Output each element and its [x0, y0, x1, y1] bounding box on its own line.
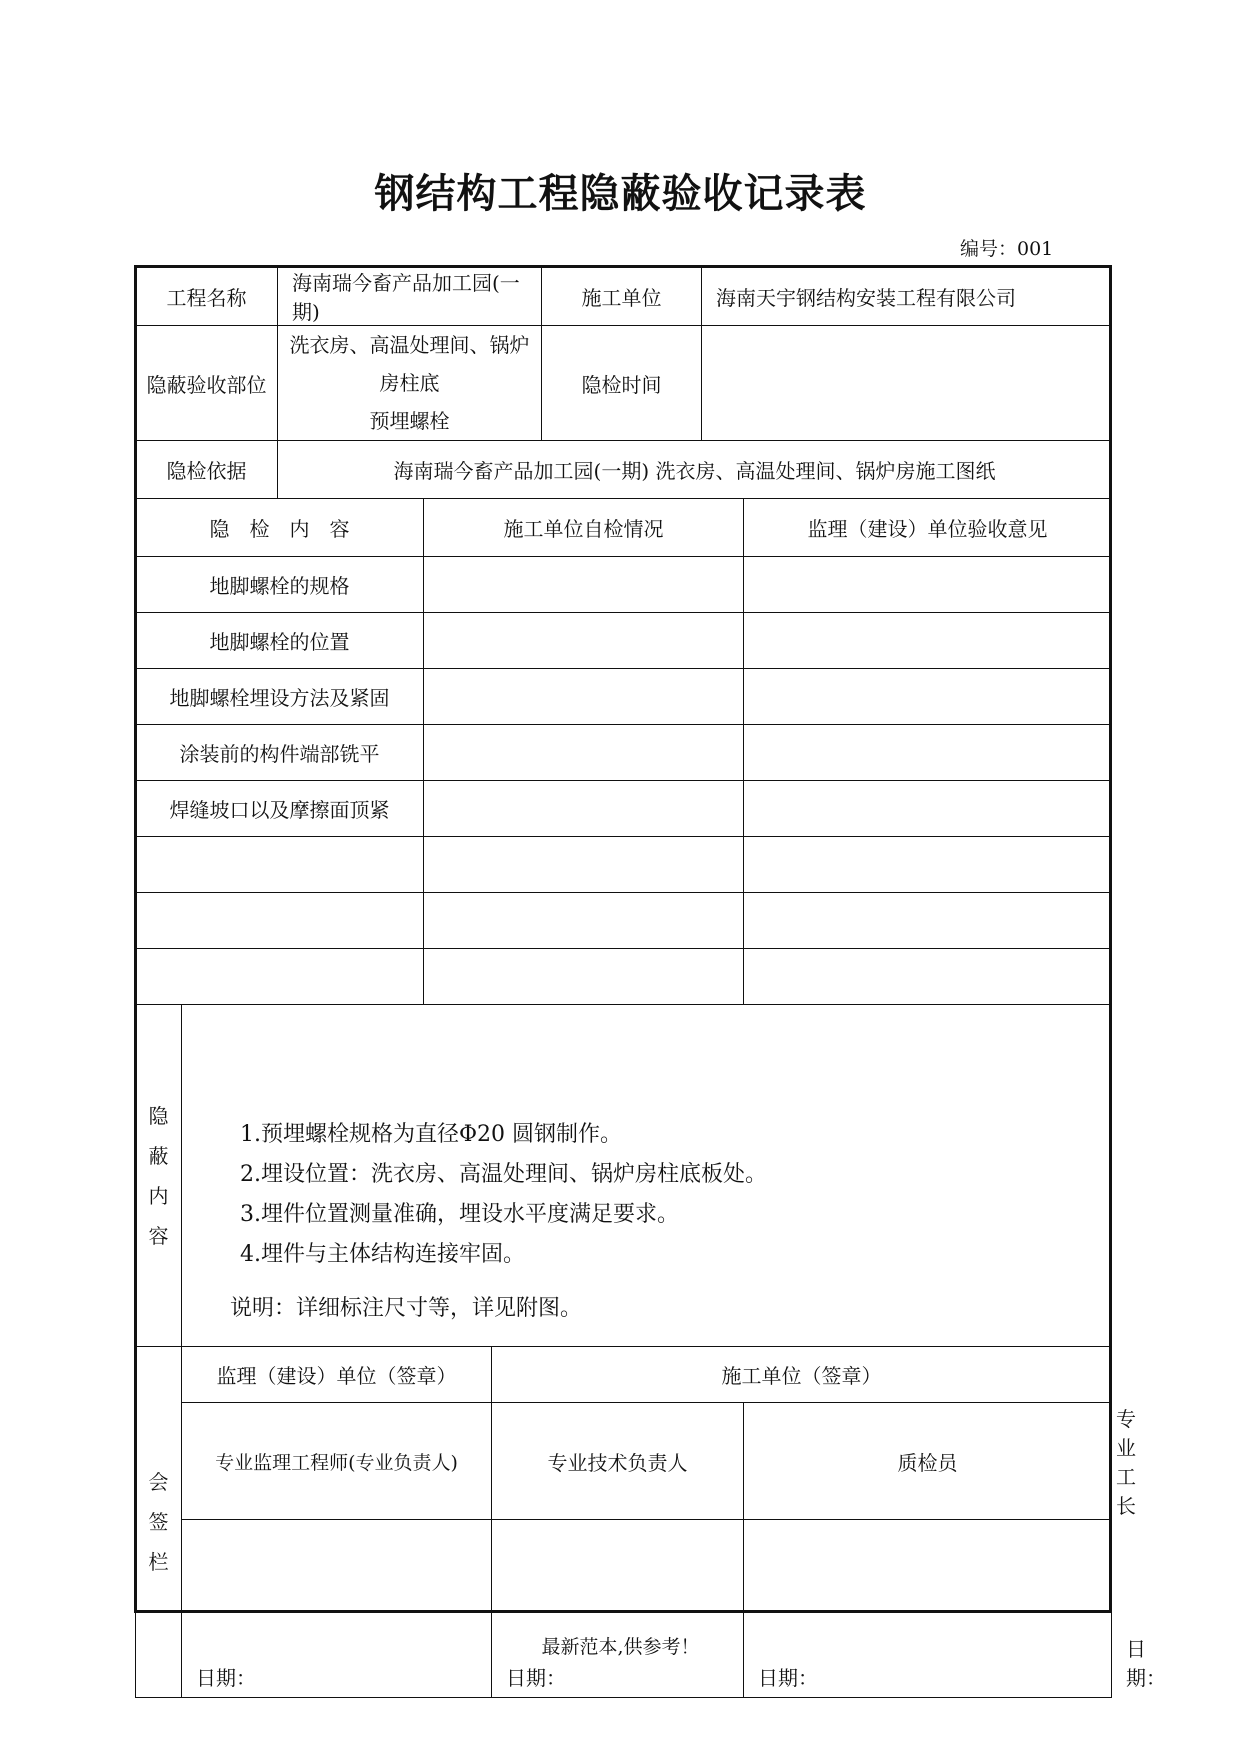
technical-lead-header: 专业技术负责人 [492, 1403, 744, 1520]
hidden-content-label-char: 隐 [148, 1103, 169, 1128]
location-value [278, 326, 542, 441]
inspection-item [136, 837, 424, 893]
project-name-label: 工程名称 [136, 267, 278, 326]
supervisor-unit-seal: 监理（建设）单位（签章） [182, 1347, 492, 1403]
supervisor-cell [744, 669, 1112, 725]
inspection-item [136, 893, 424, 949]
contractor-label: 施工单位 [542, 267, 702, 326]
table-row [136, 781, 1112, 837]
self-check-cell [424, 837, 744, 893]
hidden-content-line: 3.埋件位置测量准确，埋设水平度满足要求。 [240, 1202, 679, 1227]
supervisor-cell [744, 837, 1112, 893]
supervisor-cell [744, 893, 1112, 949]
table-row [136, 893, 1112, 949]
hidden-content-label-char: 内 [148, 1183, 169, 1208]
supervisor-cell [744, 613, 1112, 669]
self-check-cell [424, 725, 744, 781]
self-check-cell [424, 613, 744, 669]
contractor-value: 海南天宇钢结构安装工程有限公司 [702, 267, 1112, 326]
self-check-cell [424, 949, 744, 1005]
location-value-line1: 洗衣房、高温处理间、锅炉房柱底 [289, 333, 530, 395]
table-row [136, 725, 1112, 781]
self-check-cell [424, 893, 744, 949]
inspection-item: 地脚螺栓的规格 [136, 557, 424, 613]
hidden-content-list [240, 1115, 767, 1275]
footer-note: 最新范本,供参考！ [541, 1636, 700, 1658]
inspection-item [136, 949, 424, 1005]
inspection-item: 焊缝坡口以及摩擦面顶紧 [136, 781, 424, 837]
supervising-engineer-date: 日期： [182, 1520, 492, 1698]
supervisor-cell [744, 781, 1112, 837]
table-row [136, 557, 1112, 613]
contractor-unit-seal: 施工单位（签章） [492, 1347, 1112, 1403]
col-header-supervisor: 监理（建设）单位验收意见 [744, 499, 1112, 557]
quality-inspector-header: 质检员 [744, 1403, 1112, 1520]
hidden-content-label [136, 1005, 182, 1347]
basis-value: 海南瑞今畜产品加工园(一期) 洗衣房、高温处理间、锅炉房施工图纸 [278, 441, 1112, 499]
page-title: 钢结构工程隐蔽验收记录表 [374, 170, 867, 217]
self-check-cell [424, 781, 744, 837]
col-header-self-check: 施工单位自检情况 [424, 499, 744, 557]
quality-inspector-date: 日期： [744, 1520, 1112, 1698]
document-number: 编号：001 [960, 238, 1054, 260]
supervisor-cell [744, 725, 1112, 781]
supervisor-cell [744, 557, 1112, 613]
supervisor-cell [744, 949, 1112, 1005]
table-row [136, 837, 1112, 893]
table-row [136, 613, 1112, 669]
table-row [136, 669, 1112, 725]
self-check-cell [424, 669, 744, 725]
location-label: 隐蔽验收部位 [136, 326, 278, 441]
inspection-item: 涂装前的构件端部铣平 [136, 725, 424, 781]
inspection-time-label: 隐检时间 [542, 326, 702, 441]
table-row [136, 949, 1112, 1005]
hidden-content-line: 4.埋件与主体结构连接牢固。 [240, 1242, 525, 1267]
inspection-time-value [702, 326, 1112, 441]
col-header-content: 隐 检 内 容 [136, 499, 424, 557]
hidden-content-line: 1.预埋螺栓规格为直径Φ20 圆钢制作。 [240, 1122, 623, 1147]
technical-lead-date: 日期： [492, 1520, 744, 1698]
basis-label: 隐检依据 [136, 441, 278, 499]
signoff-label-char: 签 [148, 1510, 169, 1534]
hidden-content-label-char: 蔽 [148, 1143, 169, 1168]
supervising-engineer-header: 专业监理工程师(专业负责人) [182, 1403, 492, 1520]
project-name-value: 海南瑞今畜产品加工园(一期) [278, 267, 542, 326]
hidden-content-line: 2.埋设位置：洗衣房、高温处理间、锅炉房柱底板处。 [240, 1162, 767, 1187]
hidden-content-body [182, 1005, 1112, 1347]
self-check-cell [424, 557, 744, 613]
inspection-form-table: 工程名称 海南瑞今畜产品加工园(一期) 施工单位 海南天宇钢结构安装工程有限公司 隐蔽验收部位 洗衣房、高温处理间、锅炉房柱底 预埋螺栓 隐检时间 隐检依据 海南瑞今畜产品加工园(一期) 洗衣房、高温处理间、锅炉房施工图纸 隐 检 内 容 施工单位自检情况 监理（建设）单位验收意见 地脚螺栓的规格 地脚螺栓的位置 地脚螺栓埋设方法及紧固 涂装前的构件端部铣平 焊缝坡口以及摩擦面顶紧 隐 蔽 内 容 1.预埋螺栓规格为直径Φ20 圆钢制作。 2.埋设位置：洗衣房、高温处理间、锅炉房柱底板处。 3.埋件位置测量准确，埋设水平度满足要求。 4.埋件与主体结构连接牢固。 说明：详细标注尺寸等，详见附图。 会 签 栏 监理（建设）单位（签章） 施工单位（签章） 专业监理工程师(专业负责人) 专业技术负责人 质检员 专业工长 日期： 日期： 日期： 日期： [135, 266, 1112, 1698]
signoff-label-char: 会 [148, 1470, 169, 1494]
location-value-line2: 预埋螺栓 [369, 409, 450, 433]
inspection-item: 地脚螺栓埋设方法及紧固 [136, 669, 424, 725]
inspection-item: 地脚螺栓的位置 [136, 613, 424, 669]
signoff-label-char: 栏 [148, 1550, 169, 1574]
hidden-content-label-char: 容 [148, 1223, 169, 1248]
hidden-content-note: 说明：详细标注尺寸等，详见附图。 [230, 1296, 583, 1321]
